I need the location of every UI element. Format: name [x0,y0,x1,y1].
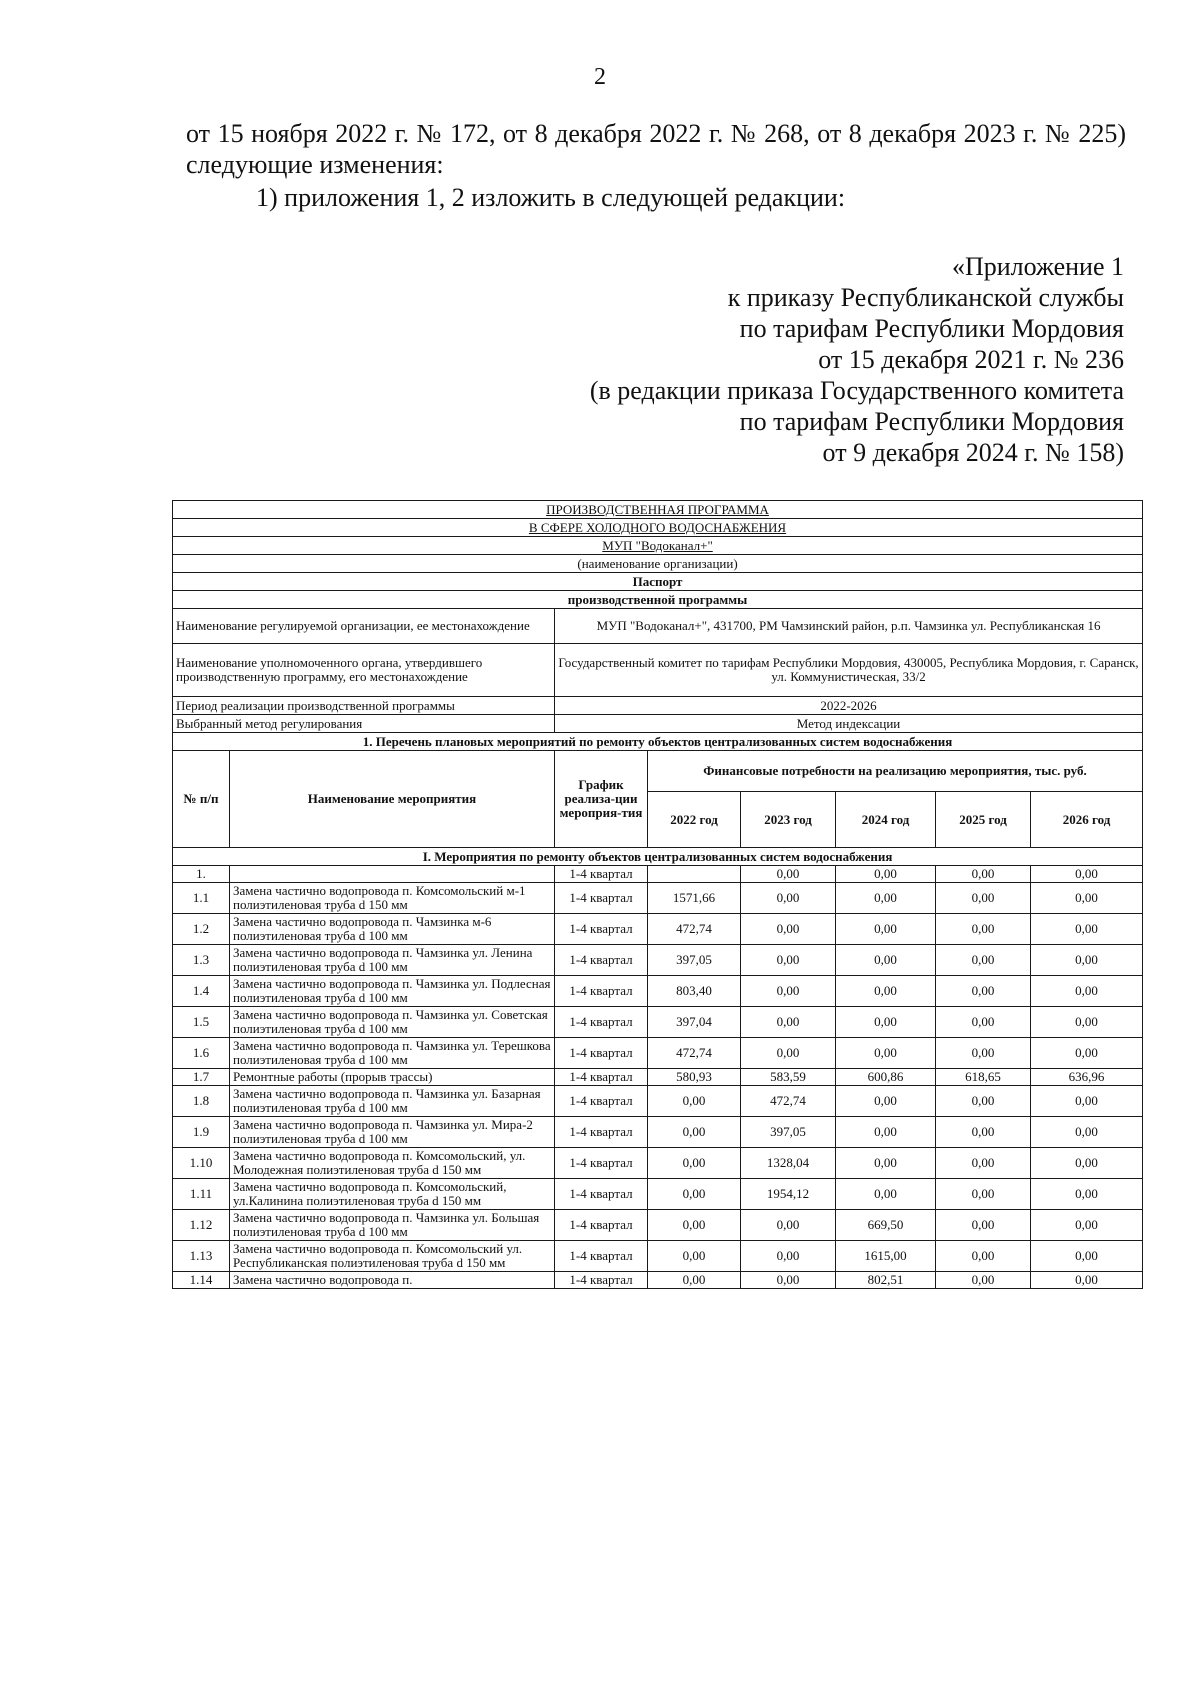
header-year: 2026 год [1031,792,1143,848]
row-value-2025: 0,00 [936,914,1031,945]
row-value-2026: 0,00 [1031,945,1143,976]
row-value-2026: 0,00 [1031,1241,1143,1272]
row-number: 1. [173,866,230,883]
table-row [173,914,1143,945]
passport-title: Паспорт [173,573,1143,591]
header-schedule: График реализа-ции мероприя-тия [555,751,648,848]
row-measure-name: Замена частично водопровода п. Чамзинка м-6 полиэтиленовая труба d 100 мм [230,914,555,945]
row-number: 1.12 [173,1210,230,1241]
appendix-line: «Приложение 1 [951,252,1124,281]
row-value-2026: 0,00 [1031,1086,1143,1117]
row-value-2024: 0,00 [836,914,936,945]
table-row [173,1038,1143,1069]
row-schedule: 1-4 квартал [555,1038,648,1069]
row-value-2023: 472,74 [741,1086,836,1117]
row-value-2023: 0,00 [741,1038,836,1069]
row-measure-name: Замена частично водопровода п. Чамзинка ул. Ленина полиэтиленовая труба d 100 мм [230,945,555,976]
header-year: 2025 год [936,792,1031,848]
row-number: 1.2 [173,914,230,945]
row-measure-name [230,866,555,883]
row-schedule: 1-4 квартал [555,976,648,1007]
row-measure-name: Замена частично водопровода п. Комсомольский ул. Республиканская полиэтиленовая труба d 150 мм [230,1241,555,1272]
row-number: 1.6 [173,1038,230,1069]
row-value-2026: 0,00 [1031,976,1143,1007]
header-num: № п/п [173,751,230,848]
row-value-2024: 0,00 [836,1179,936,1210]
row-schedule: 1-4 квартал [555,1117,648,1148]
row-value-2022: 0,00 [648,1179,741,1210]
row-number: 1.4 [173,976,230,1007]
row-measure-name: Замена частично водопровода п. Чамзинка ул. Терешкова полиэтиленовая труба d 100 мм [230,1038,555,1069]
info-label: Наименование уполномоченного органа, утвердившего производственную программу, его местонахождение [173,644,555,697]
row-value-2023: 1954,12 [741,1179,836,1210]
info-value: МУП "Водоканал+", 431700, РМ Чамзинский район, р.п. Чамзинка ул. Республиканская 16 [555,609,1143,644]
row-measure-name: Замена частично водопровода п. [230,1272,555,1289]
row-schedule: 1-4 квартал [555,1210,648,1241]
row-measure-name: Замена частично водопровода п. Чамзинка ул. Большая полиэтиленовая труба d 100 мм [230,1210,555,1241]
row-value-2025: 0,00 [936,1272,1031,1289]
row-value-2025: 0,00 [936,1179,1031,1210]
row-value-2025: 0,00 [936,945,1031,976]
row-value-2024: 600,86 [836,1069,936,1086]
row-value-2024: 0,00 [836,945,936,976]
row-value-2025: 0,00 [936,1210,1031,1241]
row-number: 1.5 [173,1007,230,1038]
row-value-2023: 0,00 [741,1210,836,1241]
table-row [173,1241,1143,1272]
header-year: 2024 год [836,792,936,848]
row-value-2025: 0,00 [936,976,1031,1007]
row-value-2022: 0,00 [648,1272,741,1289]
appendix-line: к приказу Республиканской службы [727,283,1124,312]
row-value-2024: 0,00 [836,1007,936,1038]
row-value-2026: 0,00 [1031,1210,1143,1241]
row-schedule: 1-4 квартал [555,866,648,883]
header-finance: Финансовые потребности на реализацию мероприятия, тыс. руб. [648,751,1143,792]
row-value-2025: 0,00 [936,866,1031,883]
appendix-line: по тарифам Республики Мордовия [739,407,1124,436]
row-value-2024: 0,00 [836,976,936,1007]
row-value-2024: 0,00 [836,1086,936,1117]
page-number: 2 [594,64,606,90]
intro-text [186,118,1126,213]
row-value-2022 [648,866,741,883]
row-value-2023: 0,00 [741,883,836,914]
row-value-2022: 0,00 [648,1241,741,1272]
row-value-2025: 0,00 [936,1148,1031,1179]
appendix-line: от 15 декабря 2021 г. № 236 [818,345,1124,374]
row-number: 1.3 [173,945,230,976]
row-value-2023: 0,00 [741,976,836,1007]
organization-name: МУП "Водоканал+" [173,537,1143,555]
row-measure-name: Замена частично водопровода п. Чамзинка ул. Подлесная полиэтиленовая труба d 100 мм [230,976,555,1007]
row-value-2022: 0,00 [648,1086,741,1117]
row-value-2026: 0,00 [1031,1007,1143,1038]
row-value-2026: 636,96 [1031,1069,1143,1086]
row-value-2022: 472,74 [648,914,741,945]
passport-subtitle: производственной программы [173,591,1143,609]
row-value-2022: 472,74 [648,1038,741,1069]
row-value-2024: 0,00 [836,1038,936,1069]
row-measure-name: Замена частично водопровода п. Чамзинка ул. Мира-2 полиэтиленовая труба d 100 мм [230,1117,555,1148]
row-value-2023: 0,00 [741,945,836,976]
row-value-2022: 580,93 [648,1069,741,1086]
row-value-2026: 0,00 [1031,866,1143,883]
row-value-2023: 1328,04 [741,1148,836,1179]
header-year: 2022 год [648,792,741,848]
row-number: 1.14 [173,1272,230,1289]
row-value-2024: 669,50 [836,1210,936,1241]
row-value-2022: 397,04 [648,1007,741,1038]
row-value-2025: 0,00 [936,1038,1031,1069]
row-measure-name: Замена частично водопровода п. Чамзинка ул. Советская полиэтиленовая труба d 100 мм [230,1007,555,1038]
appendix-line: по тарифам Республики Мордовия [739,314,1124,343]
row-value-2026: 0,00 [1031,1038,1143,1069]
appendix-line: от 9 декабря 2024 г. № 158) [822,438,1124,467]
intro-paragraph-2: 1) приложения 1, 2 изложить в следующей редакции: [256,183,846,212]
row-value-2023: 0,00 [741,1007,836,1038]
row-schedule: 1-4 квартал [555,1148,648,1179]
row-schedule: 1-4 квартал [555,914,648,945]
table-row [173,1069,1143,1086]
info-value: Метод индексации [555,715,1143,733]
row-measure-name: Замена частично водопровода п. Чамзинка ул. Базарная полиэтиленовая труба d 100 мм [230,1086,555,1117]
row-schedule: 1-4 квартал [555,1069,648,1086]
organization-caption: (наименование организации) [173,555,1143,573]
row-value-2022: 0,00 [648,1210,741,1241]
header-year: 2023 год [741,792,836,848]
table-row [173,1117,1143,1148]
row-schedule: 1-4 квартал [555,945,648,976]
table-row [173,1272,1143,1289]
row-measure-name: Замена частично водопровода п. Комсомольский, ул.Калинина полиэтиленовая труба d 150 мм [230,1179,555,1210]
row-value-2026: 0,00 [1031,1179,1143,1210]
row-value-2023: 397,05 [741,1117,836,1148]
info-value: 2022-2026 [555,697,1143,715]
table-row [173,945,1143,976]
table-row [173,1210,1143,1241]
row-value-2023: 583,59 [741,1069,836,1086]
row-number: 1.7 [173,1069,230,1086]
row-schedule: 1-4 квартал [555,1272,648,1289]
row-value-2025: 0,00 [936,1241,1031,1272]
row-value-2026: 0,00 [1031,1117,1143,1148]
row-value-2025: 0,00 [936,1007,1031,1038]
row-schedule: 1-4 квартал [555,1086,648,1117]
row-value-2026: 0,00 [1031,1148,1143,1179]
section-1-title: 1. Перечень плановых мероприятий по ремонту объектов централизованных систем водоснабжения [173,733,1143,751]
row-value-2025: 0,00 [936,1117,1031,1148]
row-value-2025: 0,00 [936,883,1031,914]
row-schedule: 1-4 квартал [555,1007,648,1038]
row-value-2022: 1571,66 [648,883,741,914]
header-name: Наименование мероприятия [230,751,555,848]
row-measure-name: Замена частично водопровода п. Комсомольский м-1 полиэтиленовая труба d 150 мм [230,883,555,914]
info-value: Государственный комитет по тарифам Республики Мордовия, 430005, Республика Мордовия, г. Саранск, ул. Коммунистическая, 33/2 [555,644,1143,697]
row-measure-name: Замена частично водопровода п. Комсомольский, ул. Молодежная полиэтиленовая труба d 150 мм [230,1148,555,1179]
row-value-2024: 0,00 [836,883,936,914]
appendix-line: (в редакции приказа Государственного комитета [589,376,1124,405]
row-value-2024: 0,00 [836,1117,936,1148]
production-program-table [172,500,1143,1289]
row-value-2026: 0,00 [1031,883,1143,914]
row-schedule: 1-4 квартал [555,1179,648,1210]
row-schedule: 1-4 квартал [555,883,648,914]
row-value-2022: 0,00 [648,1148,741,1179]
table-title-1: ПРОИЗВОДСТВЕННАЯ ПРОГРАММА [173,501,1143,519]
row-value-2023: 0,00 [741,866,836,883]
row-number: 1.8 [173,1086,230,1117]
row-measure-name: Ремонтные работы (прорыв трассы) [230,1069,555,1086]
info-label: Период реализации производственной программы [173,697,555,715]
row-value-2025: 618,65 [936,1069,1031,1086]
row-number: 1.9 [173,1117,230,1148]
row-number: 1.13 [173,1241,230,1272]
subsection-title: I. Мероприятия по ремонту объектов централизованных систем водоснабжения [173,848,1143,866]
row-value-2022: 397,05 [648,945,741,976]
info-label: Наименование регулируемой организации, ее местонахождение [173,609,555,644]
table-row [173,1086,1143,1117]
row-value-2026: 0,00 [1031,1272,1143,1289]
intro-paragraph-1: от 15 ноября 2022 г. № 172, от 8 декабря 2022 г. № 268, от 8 декабря 2023 г. № 225) следующие изменения: [186,119,1126,179]
appendix-header [590,251,1124,468]
info-label: Выбранный метод регулирования [173,715,555,733]
row-value-2022: 803,40 [648,976,741,1007]
row-schedule: 1-4 квартал [555,1241,648,1272]
row-number: 1.11 [173,1179,230,1210]
row-value-2023: 0,00 [741,914,836,945]
row-value-2024: 0,00 [836,1148,936,1179]
row-value-2025: 0,00 [936,1086,1031,1117]
table-row [173,1007,1143,1038]
row-number: 1.10 [173,1148,230,1179]
row-value-2024: 1615,00 [836,1241,936,1272]
table-row [173,976,1143,1007]
row-value-2023: 0,00 [741,1241,836,1272]
table-row [173,866,1143,883]
table-row [173,883,1143,914]
table-row [173,1148,1143,1179]
row-value-2024: 802,51 [836,1272,936,1289]
row-number: 1.1 [173,883,230,914]
table-row [173,1179,1143,1210]
row-value-2026: 0,00 [1031,914,1143,945]
row-value-2024: 0,00 [836,866,936,883]
row-value-2022: 0,00 [648,1117,741,1148]
table-title-2: В СФЕРЕ ХОЛОДНОГО ВОДОСНАБЖЕНИЯ [173,519,1143,537]
row-value-2023: 0,00 [741,1272,836,1289]
